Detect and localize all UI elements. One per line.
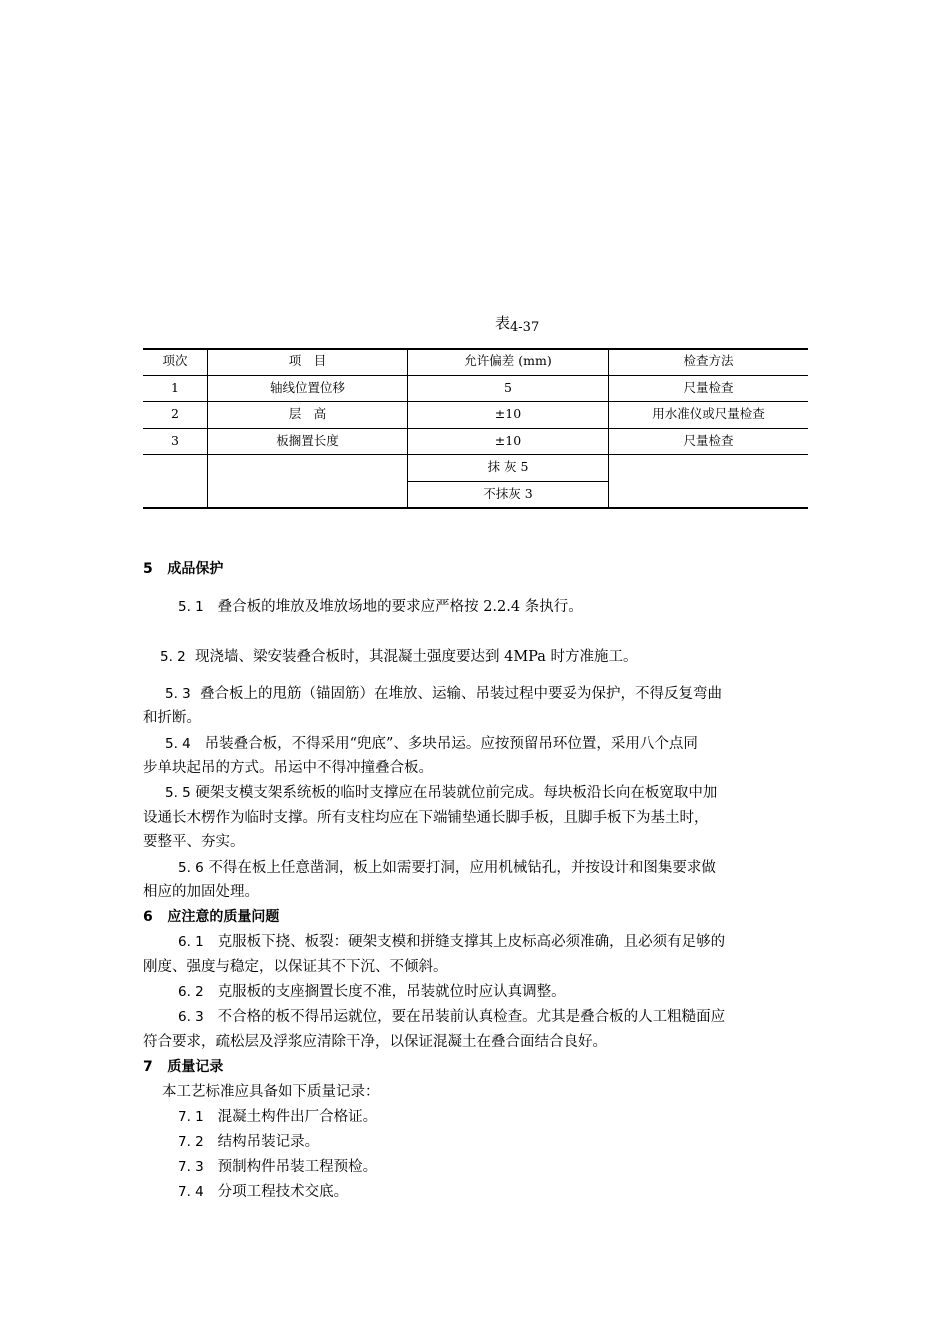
split-sub1: 抹 灰 5 — [487, 459, 529, 474]
row2-no: 2 — [171, 406, 179, 421]
para-5-3-line2: 和折断。 — [143, 710, 201, 726]
row1-tolerance: 5 — [504, 380, 512, 395]
para-5-5-line1: 5. 5 硬架支模支架系统板的临时支撑应在吊装就位前完成。每块板沿长向在板宽取中加 — [165, 785, 718, 801]
table-caption-prefix: 表 — [495, 314, 511, 332]
row3-tolerance: ±10 — [494, 433, 522, 448]
section-6-heading: 6 应注意的质量问题 — [143, 909, 280, 925]
para-7-1: 7. 1 混凝土构件出厂合格证。 — [178, 1109, 378, 1125]
split-sub2: 不抹灰 3 — [483, 486, 533, 501]
section-5-heading: 5 成品保护 — [143, 561, 224, 577]
para-7-3: 7. 3 预制构件吊装工程预检。 — [178, 1159, 378, 1175]
para-7-4: 7. 4 分项工程技术交底。 — [178, 1184, 349, 1200]
para-5-6-line2: 相应的加固处理。 — [143, 884, 259, 900]
para-6-3-line2: 符合要求，疏松层及浮浆应清除干净，以保证混凝土在叠合面结合良好。 — [143, 1034, 607, 1050]
tolerance-table — [143, 348, 808, 509]
row1-item: 轴线位置位移 — [269, 380, 345, 395]
para-7-2: 7. 2 结构吊装记录。 — [178, 1134, 320, 1150]
para-6-1-line1: 6. 1 克服板下挠、板裂：硬架支模和拼缝支撑其上皮标高必须准确，且必须有足够的 — [178, 934, 726, 950]
para-5-1: 5. 1 叠合板的堆放及堆放场地的要求应严格按 2.2.4 条执行。 — [178, 599, 583, 615]
section-7-heading: 7 质量记录 — [143, 1059, 224, 1075]
row2-item: 层 高 — [288, 406, 327, 421]
para-5-6-line1: 5. 6 不得在板上任意凿洞，板上如需要打洞，应用机械钻孔，并按设计和图集要求做 — [178, 860, 716, 876]
row3-item: 板搁置长度 — [276, 433, 339, 448]
para-5-4-line2: 步单块起吊的方式。吊运中不得冲撞叠合板。 — [143, 760, 433, 776]
para-6-2: 6. 2 克服板的支座搁置长度不准，吊装就位时应认真调整。 — [178, 984, 566, 1000]
para-5-4-line1: 5. 4 吊装叠合板，不得采用“兜底”、多块吊运。应按预留吊环位置，采用八个点同 — [165, 736, 698, 752]
header-tolerance: 允许偏差 (mm) — [464, 353, 552, 368]
row1-method: 尺量检查 — [683, 380, 734, 395]
para-6-1-line2: 刚度、强度与稳定，以保证其不下沉、不倾斜。 — [143, 959, 448, 975]
para-5-2: 5. 2 现浇墙、梁安装叠合板时，其混凝土强度要达到 4MPa 时方准施工。 — [160, 649, 638, 665]
row1-no: 1 — [171, 380, 179, 395]
row3-no: 3 — [171, 433, 179, 448]
row2-tolerance: ±10 — [494, 406, 522, 421]
row2-method: 用水准仪或尺量检查 — [652, 406, 765, 421]
header-no: 项次 — [162, 353, 188, 368]
para-5-5-line3: 要整平、夯实。 — [143, 834, 245, 850]
para-7-intro: 本工艺标准应具备如下质量记录： — [162, 1084, 380, 1100]
para-6-3-line1: 6. 3 不合格的板不得吊运就位，要在吊装前认真检查。尤其是叠合板的人工粗糙面应 — [178, 1009, 726, 1025]
table-caption-number: 4-37 — [510, 320, 540, 335]
table-caption — [495, 312, 539, 335]
para-5-5-line2: 设通长木楞作为临时支撑。所有支柱均应在下端铺垫通长脚手板，且脚手板下为基土时， — [143, 810, 709, 826]
para-5-3-line1: 5. 3 叠合板上的甩筋（锚固筋）在堆放、运输、吊装过程中要妥为保护，不得反复弯曲 — [165, 686, 722, 702]
row3-method: 尺量检查 — [683, 433, 734, 448]
header-item: 项 目 — [288, 353, 327, 368]
header-method: 检查方法 — [683, 353, 734, 368]
